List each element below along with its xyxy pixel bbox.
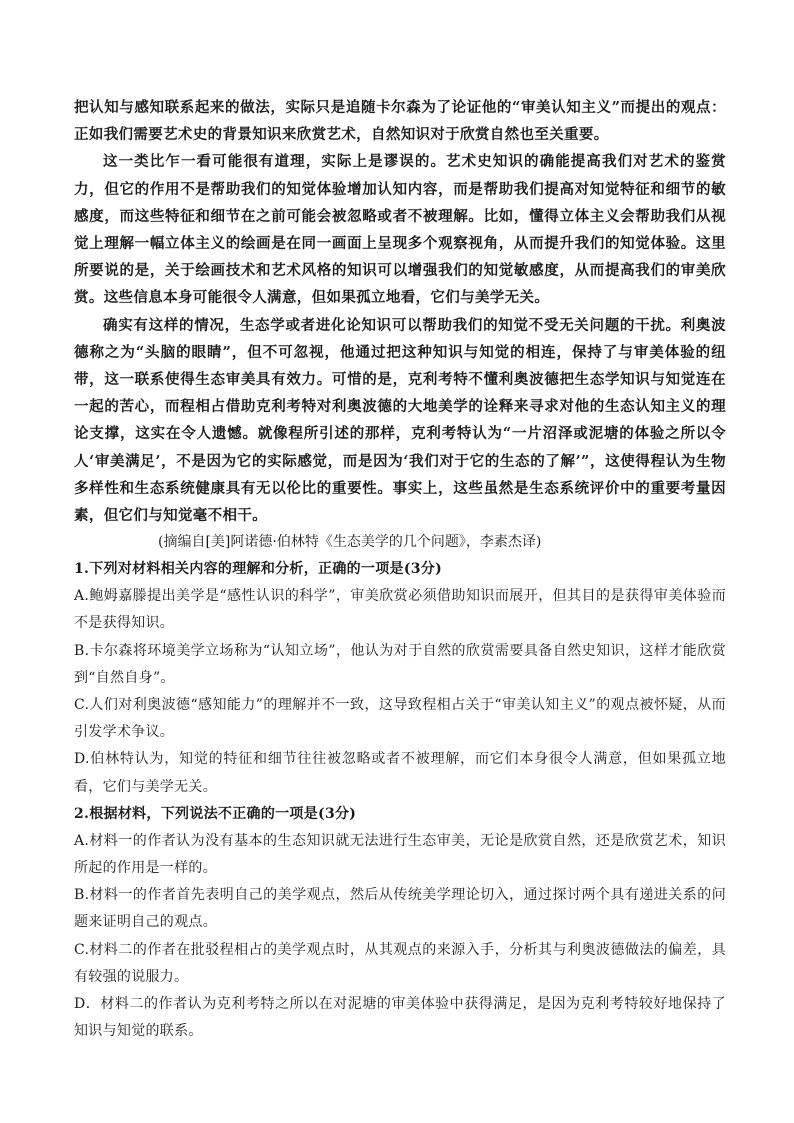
question-1-option-c: C.人们对利奥波德“感知能力”的理解并不一致，这导致程相占关于“审美认知主义”的观点被怀疑，从而引发学术争议。 bbox=[74, 697, 726, 741]
question-2-option-a: A.材料一的作者认为没有基本的生态知识就无法进行生态审美，无论是欣赏自然，还是欣赏艺术，知识所起的作用是一样的。 bbox=[74, 832, 726, 877]
document-page bbox=[74, 94, 726, 1046]
question-1-option-b: B.卡尔森将环境美学立场称为“认知立场”，他认为对于自然的欣赏需要具备自然史知识，这样才能欣赏到“自然自身”。 bbox=[74, 642, 726, 686]
source-citation: (摘编自[美]阿诺德·伯林特《生态美学的几个问题》，李素杰译) bbox=[158, 534, 542, 551]
question-2-option-c: C.材料二的作者在批驳程相占的美学观点时，从其观点的来源入手，分析其与利奥波德做法的偏差，具有较强的说服力。 bbox=[74, 941, 726, 985]
question-1-option-a: A.鲍姆嘉滕提出美学是“感性认识的科学”，审美欣赏必须借助知识而展开，但其目的是获得审美体验而不是获得知识。 bbox=[74, 588, 726, 632]
question-1-stem: 1.下列对材料相关内容的理解和分析，正确的一项是(3分) bbox=[74, 561, 443, 578]
passage-paragraph-1: 把认知与感知联系起来的做法，实际只是追随卡尔森为了论证他的“审美认知主义”而提出的观点：正如我们需要艺术史的背景知识来欣赏艺术，自然知识对于欣赏自然也至关重要。 bbox=[74, 99, 726, 144]
question-2-option-d: D．材料二的作者认为克利考特之所以在对泥塘的审美体验中获得满足，是因为克利考特较好地保持了知识与知觉的联系。 bbox=[74, 996, 726, 1040]
question-1-option-d: D.伯林特认为，知觉的特征和细节往往被忽略或者不被理解，而它们本身很令人满意，但如果孤立地看，它们与美学无关。 bbox=[74, 751, 726, 795]
passage-paragraph-2: 这一类比乍一看可能很有道理，实际上是谬误的。艺术史知识的确能提高我们对艺术的鉴赏力，但它的作用不是帮助我们的知觉体验增加认知内容，而是帮助我们提高对知觉特征和细节的敏感度，而这些特征和细节在之前可能会被忽略或者不被理解。比如，懂得立体主义会帮助我们从视觉上理解一幅立体主义的绘画是在同一画面上呈现多个观察视角，从而提升我们的知觉体验。这里所要说的是，关于绘画技术和艺术风格的知识可以增强我们的知觉敏感度，从而提高我们的审美欣赏。这些信息本身可能很令人满意，但如果孤立地看，它们与美学无关。 bbox=[74, 153, 726, 307]
question-1 bbox=[74, 556, 726, 801]
question-2-option-b: B.材料一的作者首先表明自己的美学观点，然后从传统美学理论切入，通过探讨两个具有递进关系的问题来证明自己的观点。 bbox=[74, 887, 726, 931]
passage-paragraph-3: 确实有这样的情况，生态学或者进化论知识可以帮助我们的知觉不受无关问题的干扰。利奥波德称之为“头脑的眼睛”，但不可忽视，他通过把这种知识与知觉的相连，保持了与审美体验的纽带，这一联系使得生态审美具有效力。可惜的是，克利考特不懂利奥波德把生态学知识与知觉连在一起的苦心，而程相占借助克利考特对利奥波德的大地美学的诠释来寻求对他的生态认知主义的理论支撑，这实在令人遗憾。就像程所引述的那样，克利考特认为“一片沼泽或泥塘的体验之所以令人‘审美满足’，不是因为它的实际感觉，而是因为‘我们对于它的生态的了解’”，这使得程认为生物多样性和生态系统健康具有无以伦比的重要性。事实上，这些虽然是生态系统评价中的重要考量因素，但它们与知觉毫不相干。 bbox=[74, 316, 726, 525]
question-2 bbox=[74, 801, 726, 1046]
question-2-stem: 2.根据材料，下列说法不正确的一项是(3分) bbox=[74, 805, 357, 822]
